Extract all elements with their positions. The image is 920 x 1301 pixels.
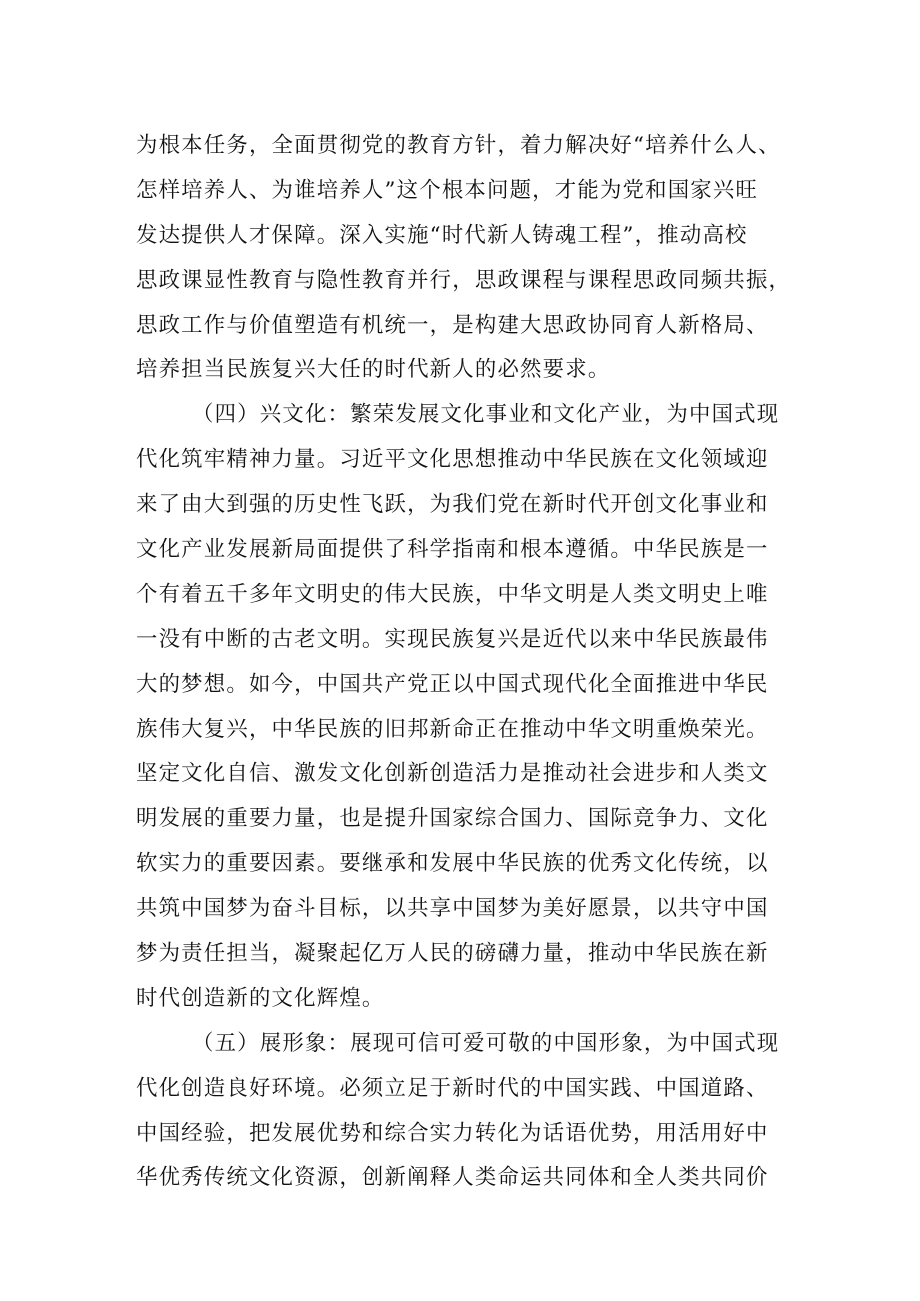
text-line: 共筑中国梦为奋斗目标，以共享中国梦为美好愿景，以共守中国: [136, 896, 769, 922]
text-line: 来了由大到强的历史性飞跃，为我们党在新时代开创文化事业和: [136, 492, 769, 518]
text-line: 软实力的重要因素。要继承和发展中华民族的优秀文化传统，以: [136, 851, 769, 877]
text-line: 梦为责任担当，凝聚起亿万人民的磅礴力量，推动中华民族在新: [136, 941, 769, 967]
text-line: 发达提供人才保障。深入实施“时代新人铸魂工程”，推动高校: [136, 222, 748, 248]
text-line: 思政工作与价值塑造有机统一，是构建大思政协同育人新格局、: [136, 312, 769, 338]
text-line: 为根本任务，全面贯彻党的教育方针，着力解决好“培养什么人、: [136, 133, 781, 158]
text-line: 华优秀传统文化资源，创新阐释人类命运共同体和全人类共同价: [136, 1165, 769, 1191]
text-line: 思政课显性教育与隐性教育并行，思政课程与课程思政同频共振，: [136, 267, 792, 293]
text-line: （五）展形象：展现可信可爱可敬的中国形象，为中国式现: [192, 1030, 780, 1056]
text-line: 代化筑牢精神力量。习近平文化思想推动中华民族在文化领域迎: [136, 447, 769, 473]
text-line: 代化创造良好环境。必须立足于新时代的中国实践、中国道路、: [136, 1075, 769, 1101]
text-line: 坚定文化自信、激发文化创新创造活力是推动社会进步和人类文: [136, 761, 769, 787]
text-line: 时代创造新的文化辉煌。: [136, 985, 385, 1011]
text-line: 中国经验，把发展优势和综合实力转化为话语优势，用活用好中: [136, 1120, 769, 1146]
document-body: [136, 124, 796, 1201]
text-line: （四）兴文化：繁荣发展文化事业和文化产业，为中国式现: [192, 402, 780, 428]
text-line: 大的梦想。如今，中国共产党正以中国式现代化全面推进中华民: [136, 671, 769, 697]
text-line: 一没有中断的古老文明。实现民族复兴是近代以来中华民族最伟: [136, 626, 769, 652]
text-line: 个有着五千多年文明史的伟大民族，中华文明是人类文明史上唯: [136, 581, 769, 607]
text-line: 文化产业发展新局面提供了科学指南和根本遵循。中华民族是一: [136, 537, 769, 563]
text-line: 族伟大复兴，中华民族的旧邦新命正在推动中华文明重焕荣光。: [136, 716, 769, 742]
text-line: 明发展的重要力量，也是提升国家综合国力、国际竞争力、文化: [136, 806, 769, 832]
text-line: 培养担当民族复兴大任的时代新人的必然要求。: [136, 357, 611, 383]
text-line: 怎样培养人、为谁培养人”这个根本问题，才能为党和国家兴旺: [136, 177, 759, 203]
